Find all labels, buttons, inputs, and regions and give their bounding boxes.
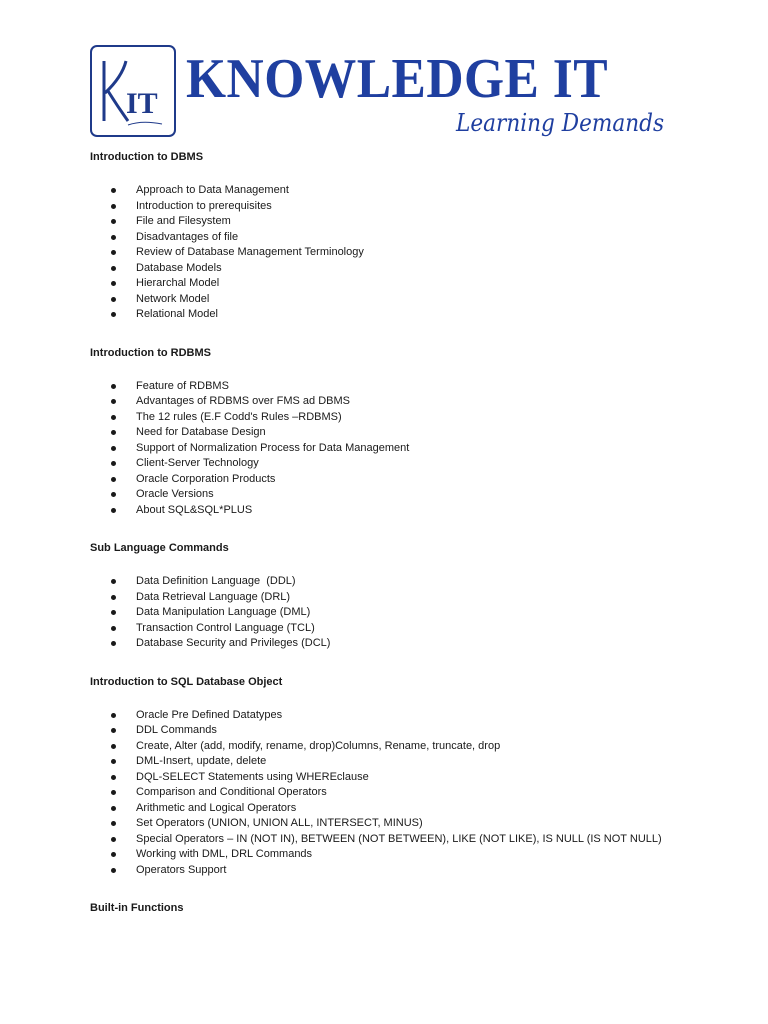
list-item: Data Definition Language (DDL) [90,574,710,590]
list-item: Oracle Corporation Products [90,472,710,488]
list-item: DML-Insert, update, delete [90,754,710,770]
bullet-icon [111,266,116,271]
topic-list [90,574,710,652]
list-item: File and Filesystem [90,214,710,230]
list-item: Review of Database Management Terminology [90,245,710,261]
bullet-icon [111,446,116,451]
list-item: Transaction Control Language (TCL) [90,621,710,637]
section-intro-sql-objects [90,675,710,879]
bullet-icon [111,868,116,873]
list-item: DQL-SELECT Statements using WHEREclause [90,770,710,786]
bullet-icon [111,610,116,615]
bullet-icon [111,235,116,240]
list-item: Advantages of RDBMS over FMS ad DBMS [90,394,710,410]
bullet-icon [111,492,116,497]
list-item: Approach to Data Management [90,183,710,199]
section-heading: Introduction to RDBMS [90,346,211,359]
document-header [90,45,690,145]
section-heading: Sub Language Commands [90,542,229,554]
bullet-icon [111,595,116,600]
list-item: Set Operators (UNION, UNION ALL, INTERSECT, MINUS) [90,816,710,832]
bullet-icon [111,728,116,733]
section-intro-dbms [90,150,710,323]
list-item: The 12 rules (E.F Codd's Rules –RDBMS) [90,410,710,426]
brand-tagline: Learning Demands [456,109,665,137]
list-item: Network Model [90,292,710,308]
list-item: Relational Model [90,307,710,323]
kit-logo-mark [92,47,178,139]
list-item: Comparison and Conditional Operators [90,785,710,801]
list-item: DDL Commands [90,723,710,739]
bullet-icon [111,188,116,193]
bullet-icon [111,384,116,389]
kit-logo [90,45,176,137]
bullet-icon [111,312,116,317]
bullet-icon [111,759,116,764]
list-item: Working with DML, DRL Commands [90,847,710,863]
section-heading: Built-in Functions [90,902,184,914]
bullet-icon [111,250,116,255]
topic-list [90,183,710,323]
list-item: Data Manipulation Language (DML) [90,605,710,621]
list-item: Operators Support [90,863,710,879]
svg-text:IT: IT [126,87,158,120]
list-item: Support of Normalization Process for Data Management [90,441,710,457]
bullet-icon [111,461,116,466]
list-item: Database Security and Privileges (DCL) [90,636,710,652]
bullet-icon [111,579,116,584]
bullet-icon [111,713,116,718]
list-item: Need for Database Design [90,425,710,441]
bullet-icon [111,626,116,631]
list-item: Special Operators – IN (NOT IN), BETWEEN (NOT BETWEEN), LIKE (NOT LIKE), IS NULL (IS NOT NULL) [90,832,710,848]
bullet-icon [111,806,116,811]
section-heading: Introduction to SQL Database Object [90,675,283,688]
bullet-icon [111,775,116,780]
section-intro-rdbms [90,346,710,519]
bullet-icon [111,477,116,482]
list-item: Data Retrieval Language (DRL) [90,590,710,606]
section-built-in-functions [90,901,710,915]
bullet-icon [111,399,116,404]
bullet-icon [111,204,116,209]
bullet-icon [111,641,116,646]
list-item: Disadvantages of file [90,230,710,246]
list-item: Oracle Versions [90,487,710,503]
bullet-icon [111,297,116,302]
list-item: Database Models [90,261,710,277]
topic-list [90,379,710,519]
brand-name: KNOWLEDGE IT [186,48,609,110]
bullet-icon [111,837,116,842]
bullet-icon [111,281,116,286]
bullet-icon [111,219,116,224]
list-item: Create, Alter (add, modify, rename, drop)Columns, Rename, truncate, drop [90,739,710,755]
section-sub-language-commands [90,541,710,652]
list-item: Arithmetic and Logical Operators [90,801,710,817]
section-heading: Introduction to DBMS [90,151,204,163]
topic-list [90,708,710,879]
list-item: Hierarchal Model [90,276,710,292]
list-item: About SQL&SQL*PLUS [90,503,710,519]
bullet-icon [111,852,116,857]
list-item: Oracle Pre Defined Datatypes [90,708,710,724]
bullet-icon [111,821,116,826]
course-outline [90,150,710,915]
bullet-icon [111,744,116,749]
list-item: Feature of RDBMS [90,379,710,395]
bullet-icon [111,790,116,795]
list-item: Introduction to prerequisites [90,199,710,215]
bullet-icon [111,430,116,435]
bullet-icon [111,508,116,513]
list-item: Client-Server Technology [90,456,710,472]
bullet-icon [111,415,116,420]
